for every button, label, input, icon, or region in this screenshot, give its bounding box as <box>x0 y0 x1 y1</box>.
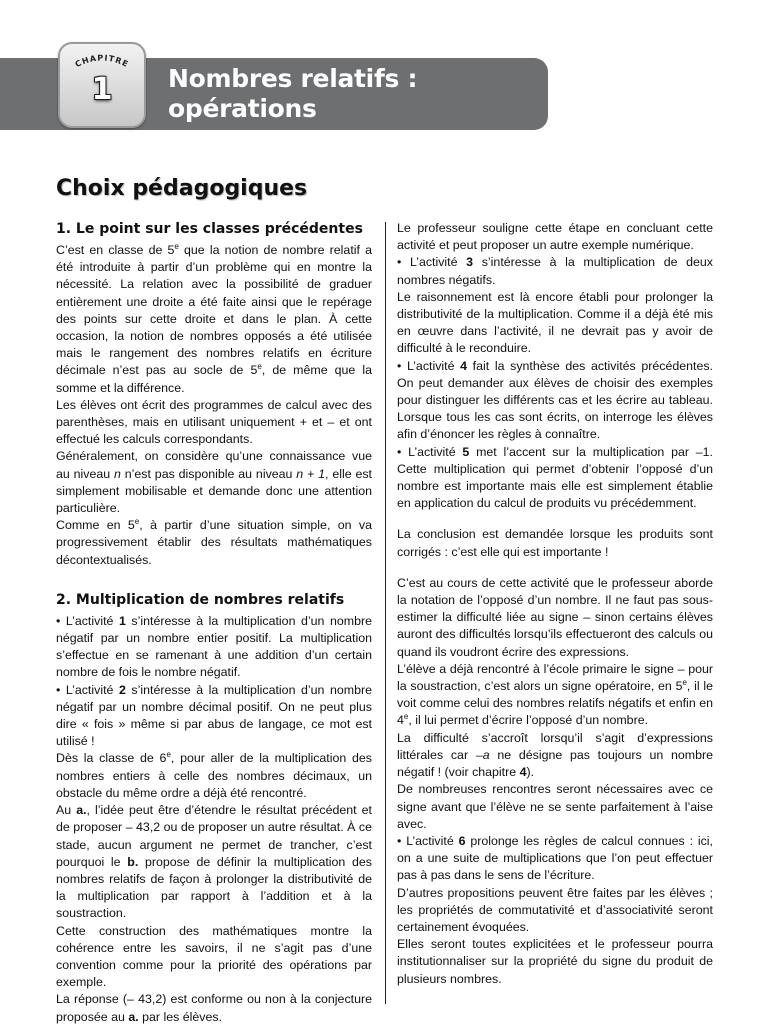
paragraph: La conclusion est demandée lorsque les produits sont corrigés : c’est elle qui est importante ! <box>397 527 713 559</box>
paragraph: L’élève a déjà rencontré à l’école primaire le signe – pour la soustraction, c’est alors un signe opératoire, en 5e, il le voit comme celui des nombres relatifs négatifs et enfin en 4e, il lui permet d’écrire l’opposé d’un nombre. <box>397 661 713 728</box>
chapter-title-line2: opérations <box>168 94 317 123</box>
heading-multiplication: 2. Multiplication de nombres relatifs <box>56 591 345 608</box>
paragraph: Elles seront toutes explicitées et le professeur pourra institutionnaliser sur la propriété du signe du produit de plusieurs nombres. <box>397 937 713 986</box>
paragraph: Le professeur souligne cette étape en concluant cette activité et peut proposer un autre exemple numérique. <box>397 221 713 253</box>
paragraph: • L’activité 6 prolonge les règles de calcul connues : ici, on a une suite de multiplications que l’on peut effectuer pas à pas dans le sens de l’écriture. <box>397 833 714 883</box>
paragraph: • L’activité 4 fait la synthèse des activités précédentes. On peut demander aux élèves de choisir des exemples pour distinguer les différents cas et les écrire au tableau. Lorsque tous les cas sont écrits, on interroge les élèves afin d’énoncer les règles à connaître. <box>397 358 714 442</box>
chapter-label: CHAPITRE <box>73 53 131 70</box>
chapter-title <box>168 64 417 124</box>
paragraph: • L’activité 2 s’intéresse à la multiplication d’un nombre négatif par un nombre décimal positif. On ne peut plus dire « fois » même si par abus de langage, ce mot est utilisé ! <box>56 682 372 749</box>
paragraph: Cette construction des mathématiques montre la cohérence entre les savoirs, il ne s’agit pas d’une convention comme pour la priorité des opérations par exemple. <box>56 923 372 990</box>
paragraph: Les élèves ont écrit des programmes de calcul avec des parenthèses, mais en utilisant uniquement + et – et ont effectué les calculs correspondants. <box>56 397 372 447</box>
paragraph: La difficulté s’accroît lorsqu’il s’agit d’expressions littérales car –a ne désigne pas toujours un nombre négatif ! (voir chapitre 4). <box>397 730 713 780</box>
paragraph: Le raisonnement est là encore établi pour prolonger la distributivité de la multiplication. Comme il a déjà été mis en œuvre dans l’activité, il ne devrait pas y avoir de difficulté à le reconduire. <box>397 289 713 356</box>
column-divider <box>385 222 386 1004</box>
left-column <box>56 220 372 1026</box>
paragraph: • L’activité 5 met l’accent sur la multiplication par –1. Cette multiplication qui permet d’obtenir l’opposé d’un nombre est importante mais elle est simplement établie en application du calcul de produits vu précédemment. <box>397 444 713 511</box>
chapter-badge <box>58 42 146 128</box>
paragraph: D’autres propositions peuvent être faites par les élèves ; les propriétés de commutativité et d’associativité seront certainement évoquées. <box>397 885 713 934</box>
chapter-title-line1: Nombres relatifs : <box>168 64 418 93</box>
paragraph: La réponse (– 43,2) est conforme ou non à la conjecture proposée au a. par les élèves. <box>56 992 372 1024</box>
heading-previous-classes: 1. Le point sur les classes précédentes <box>56 221 363 237</box>
paragraph: C’est au cours de cette activité que le professeur aborde la notation de l’opposé d’un nombre. Il ne faut pas sous-estimer la difficulté liée au signe – sinon certains élèves auront des difficultés lorsqu’ils effectueront des calculs ou quand ils voudront écrire des expressions. <box>397 575 713 659</box>
chapter-number: 1 <box>91 72 113 107</box>
paragraph: Comme en 5e, à partir d’une situation simple, on va progressivement établir des résultats mathématiques décontextualisés. <box>56 517 372 567</box>
paragraph: • L’activité 3 s’intéresse à la multiplication de deux nombres négatifs. <box>397 255 714 287</box>
paragraph: • L’activité 1 s’intéresse à la multiplication d’un nombre négatif par un nombre entier positif. La multiplication s’effectue en se ramenant à une addition d’un certain nombre de fois le nombre négatif. <box>56 613 372 680</box>
chapter-label-arc <box>60 50 144 70</box>
paragraph: Au a., l’idée peut être d’étendre le résultat précédent et de proposer – 43,2 ou de proposer un autre résultat. À ce stade, aucun argument ne permet de trancher, c’est pourquoi le b. propose de définir la multiplication des nombres relatifs de façon à prolonger la distributivité de la multiplication par rapport à l’addition et à la soustraction. <box>56 803 372 921</box>
svg-text:CHAPITRE <box>74 53 130 69</box>
section-title: Choix pédagogiques <box>56 176 308 201</box>
paragraph: C’est en classe de 5e que la notion de nombre relatif a été introduite à partir d’un problème qui en montre la nécessité. La relation avec la possibilité de graduer entièrement une droite a été faite ainsi que le repérage des points sur cette droite et dans le plan. À cette occasion, la notion de nombres opposés a été utilisée mais le rangement des nombres relatifs en écriture décimale n’est pas au socle de 5e, de même que la somme et la différence. <box>56 241 372 395</box>
paragraph: Dès la classe de 6e, pour aller de la multiplication des nombres entiers à celle des nombres décimaux, un obstacle du même ordre a déjà été rencontré. <box>56 750 372 800</box>
right-column <box>397 220 713 988</box>
paragraph: De nombreuses rencontres seront nécessaires avec ce signe avant que l’élève ne se sente parfaitement à l’aise avec. <box>397 782 713 831</box>
paragraph: Généralement, on considère qu’une connaissance vue au niveau n n’est pas disponible au niveau n + 1, elle est simplement mobilisable et demande donc une attention particulière. <box>56 449 372 516</box>
